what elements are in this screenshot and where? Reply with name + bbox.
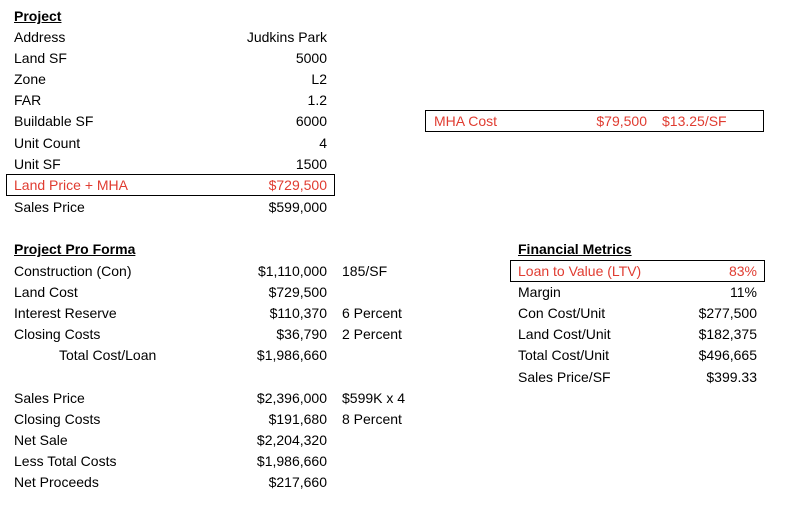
sale-closing-costs-label: Closing Costs: [14, 411, 101, 427]
interest-reserve-value: $110,370: [269, 305, 327, 321]
closing-costs-note: 2 Percent: [342, 326, 402, 342]
metrics-heading: Financial Metrics: [518, 241, 632, 257]
unit-count-value: 4: [319, 135, 327, 151]
far-label: FAR: [14, 92, 42, 108]
con-cost-unit-value: $277,500: [698, 305, 757, 321]
construction-note: 185/SF: [342, 263, 388, 279]
total-cost-unit-value: $496,665: [698, 347, 757, 363]
construction-value: $1,110,000: [257, 263, 327, 279]
net-sale-label: Net Sale: [14, 432, 68, 448]
less-total-costs-label: Less Total Costs: [14, 453, 117, 469]
sale-sales-price-label: Sales Price: [14, 390, 85, 406]
unit-sf-label: Unit SF: [14, 156, 61, 172]
address-value: Judkins Park: [246, 29, 327, 45]
con-cost-unit-label: Con Cost/Unit: [518, 305, 606, 321]
total-cost-loan-label: Total Cost/Loan: [59, 347, 157, 363]
net-sale-value: $2,204,320: [256, 432, 327, 448]
mha-cost-label: MHA Cost: [434, 113, 498, 129]
margin-value: 11%: [730, 284, 757, 300]
net-proceeds-value: $217,660: [268, 474, 327, 490]
land-sf-value: 5000: [295, 50, 327, 66]
sale-sales-price-value: $2,396,000: [256, 390, 327, 406]
unit-sf-value: 1500: [295, 156, 327, 172]
ltv-value: 83%: [728, 263, 757, 279]
sales-price-sf-label: Sales Price/SF: [518, 369, 611, 385]
total-cost-loan-value: $1,986,660: [256, 347, 327, 363]
land-price-label: Land Price + MHA: [14, 177, 128, 193]
ltv-label: Loan to Value (LTV): [518, 263, 642, 279]
land-cost-label: Land Cost: [14, 284, 78, 300]
interest-reserve-label: Interest Reserve: [14, 305, 117, 321]
construction-label: Construction (Con): [14, 263, 132, 279]
zone-value: L2: [311, 71, 327, 87]
pro-forma-heading: Project Pro Forma: [14, 241, 136, 257]
sale-closing-costs-value: $191,680: [268, 411, 327, 427]
interest-reserve-note: 6 Percent: [342, 305, 402, 321]
sale-sales-price-note: $599K x 4: [342, 390, 406, 406]
total-cost-unit-label: Total Cost/Unit: [518, 347, 610, 363]
land-cost-unit-value: $182,375: [698, 326, 757, 342]
project-heading: Project: [14, 8, 62, 24]
closing-costs-label: Closing Costs: [14, 326, 101, 342]
zone-label: Zone: [14, 71, 46, 87]
margin-label: Margin: [518, 284, 561, 300]
buildable-sf-value: 6000: [295, 113, 327, 129]
unit-count-label: Unit Count: [14, 135, 81, 151]
land-cost-unit-label: Land Cost/Unit: [518, 326, 611, 342]
land-sf-label: Land SF: [14, 50, 67, 66]
far-value: 1.2: [307, 92, 327, 108]
sales-price-label: Sales Price: [14, 199, 85, 215]
closing-costs-value: $36,790: [276, 326, 327, 342]
mha-cost-amount: $79,500: [596, 113, 647, 129]
land-cost-value: $729,500: [268, 284, 327, 300]
buildable-sf-label: Buildable SF: [14, 113, 94, 129]
address-label: Address: [14, 29, 66, 45]
sales-price-sf-value: $399.33: [706, 369, 757, 385]
sale-closing-costs-note: 8 Percent: [342, 411, 402, 427]
mha-cost-per-sf: $13.25/SF: [662, 113, 727, 129]
sales-price-value: $599,000: [268, 199, 327, 215]
less-total-costs-value: $1,986,660: [256, 453, 327, 469]
land-price-value: $729,500: [268, 177, 327, 193]
net-proceeds-label: Net Proceeds: [14, 474, 99, 490]
